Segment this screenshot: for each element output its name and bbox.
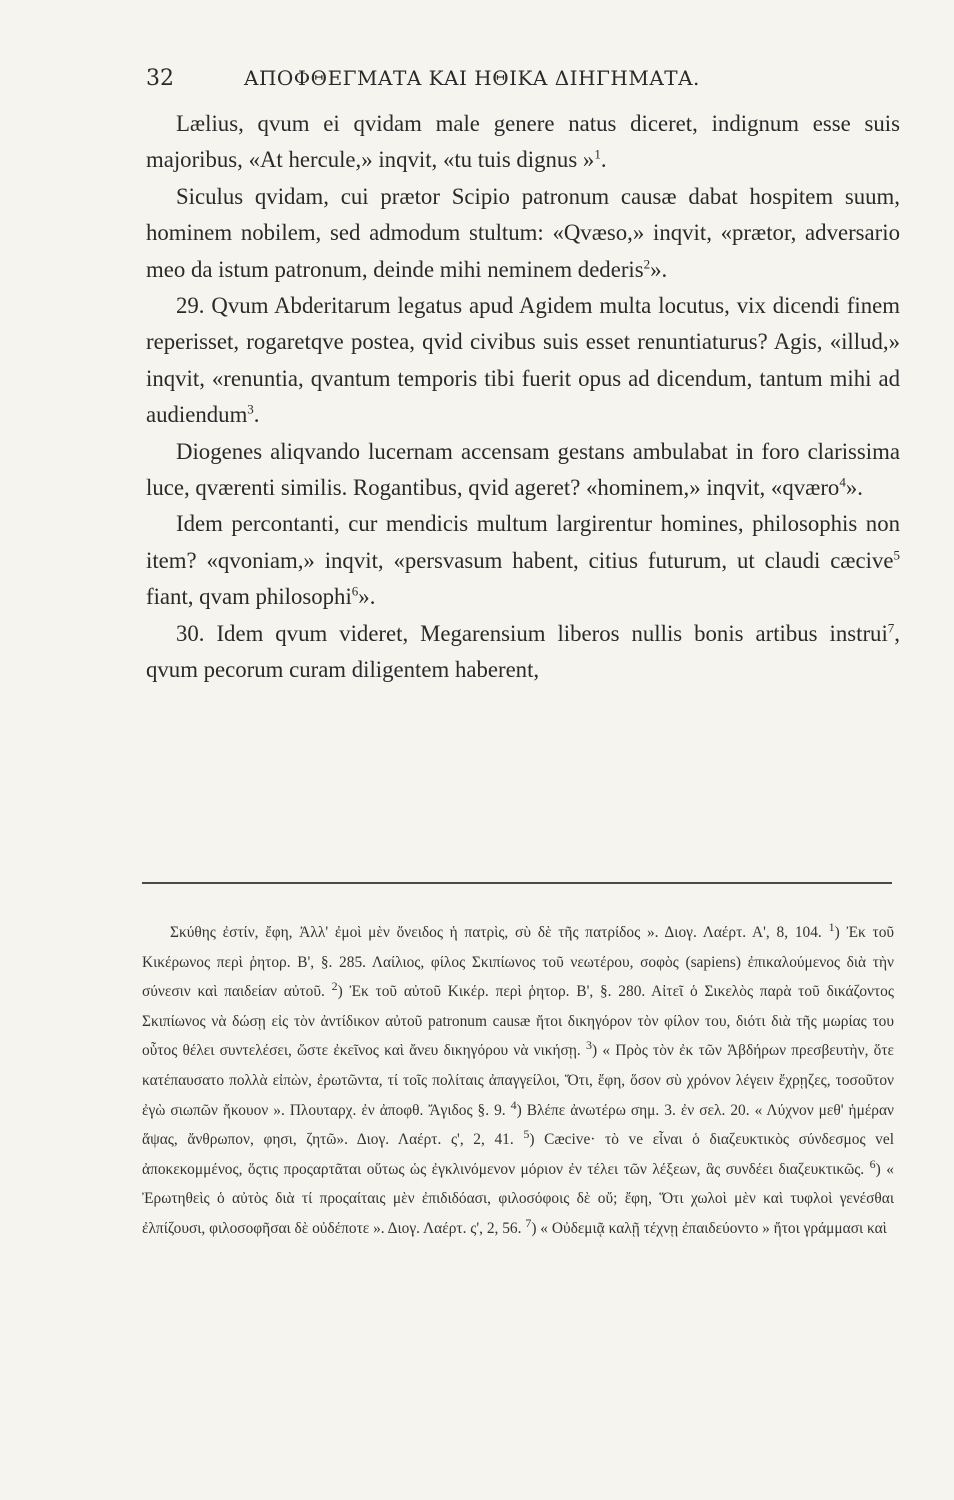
running-title: ΑΠΟΦΘΕΓΜΑΤΑ ΚΑΙ ΗΘΙΚΑ ΔΙΗΓΗΜΑΤΑ. — [244, 66, 700, 90]
footnote-6: « Ἐρωτηθεὶς ὁ αὐτὸς διὰ τί προςαίταις μὲν ἐπιδιδόασι, φιλοσόφοις δὲ οὔ; ἔφη, Ὅτι χωλοὶ μὲν καὶ τυφλοὶ γενέσθαι ἐλπίζουσι, φιλοσοφῆσαι δὲ οὐδέποτε ». Διογ. Λαέρτ. ς', 2, 56. — [142, 1160, 894, 1237]
footnote-number: 3 — [585, 1038, 592, 1053]
footnote-number: 4 — [510, 1097, 517, 1112]
paragraph-diogenes-lamp: Diogenes aliqvando lucernam accensam gestans ambulabat in foro clarissima luce, qværenti similis. Rogantibus, qvid ageret? «hominem,» inqvit, «qværo$^4$». — [146, 438, 900, 501]
footnote-ref: 2 — [643, 256, 651, 272]
footnote-ref: 3 — [247, 401, 254, 417]
page-number: 32 — [146, 66, 174, 91]
footnote-ref: 7 — [887, 620, 895, 636]
footnote-3: « Πρὸς τὸν ἐκ τῶν Ἀβδήρων πρεσβευτὴν, ὅτε κατέπαυσατο πολλὰ εἰπὼν, ἐρωτῶντα, τί τοῖς πολίταις ἀπαγγείλοι, Ὅτι, ἔφη, ὅσον σὺ χρόνον λέγειν ἔχρῃζες, τοσοῦτον ἐγὼ σιωπῶν ἤκουον ». Πλουταρχ. ἐν ἀποφθ. Ἄγιδος §. 9. — [142, 1042, 894, 1119]
footnote-ref: 1 — [594, 146, 601, 162]
footnote-1: Ἐκ τοῦ Κικέρωνος περὶ ῥητορ. Β', §. 285. Λαίλιος, φίλος Σκιπίωνος τοῦ νεωτέρου, σοφὸς (sapiens) ἐπικαλούμενος διὰ τὴν σύνεσιν καὶ παιδείαν αὐτοῦ. — [142, 924, 895, 1001]
footnote-ref: 4 — [839, 474, 846, 490]
footnotes — [142, 918, 894, 1244]
footnote-4: Βλέπε ἀνωτέρω σημ. 3. ἐν σελ. 20. « Λύχνον μεθ' ἡμέραν ἅψας, ἄνθρωπον, φησι, ζητῶ». Διογ. Λαέρτ. ς', 2, 41. — [142, 1101, 894, 1149]
paragraph-30-megarians: 30. Idem qvum videret, Megarensium liberos nullis bonis artibus instrui$^7$, qvum pecorum curam diligentem haberent, — [146, 620, 900, 683]
footnote-number: 6 — [869, 1156, 876, 1171]
footnote-number: 1 — [828, 919, 835, 934]
running-header — [146, 66, 786, 96]
paragraph-siculus: Siculus qvidam, cui prætor Scipio patronum causæ dabat hospitem suum, hominem nobilem, sed admodum stultum: «Qvæso,» inqvit, «prætor, adversario meo da istum patronum, deinde mihi neminem dederis$^2$». — [146, 183, 900, 282]
footnotes-body: Σκύθης ἐστίν, ἔφη, Ἀλλ' ἐμοὶ μὲν ὄνειδος ἡ πατρὶς, σὺ δὲ τῆς πατρίδος ». Διογ. Λαέρτ. Α', 8, 104. $^1$) Ἐκ τοῦ Κικέρωνος περὶ ῥητορ. Β', §. 285. Λαίλιος, φίλος Σκιπίωνος τοῦ νεωτέρου, σοφὸς (sapiens) ἐπικαλούμενος διὰ τὴν σύνεσιν καὶ παιδείαν αὐτοῦ. $^2$) Ἐκ τοῦ αὐτοῦ Κικέρ. περὶ ῥητορ. Β', §. 280. Αἰτεῖ ὁ Σικελὸς παρὰ τοῦ δικάζοντος Σκιπίωνος νὰ δώσῃ εἰς τὸν ἀντίδικον αὐτοῦ patronum causæ ἤτοι δικηγόρον τὸν φίλον του, διότι διὰ τῆς μωρίας του οὗτος θέλει συντελέσει, ὥστε ἐκεῖνος καὶ ἄνευ δικηγόρου νὰ νικήσῃ. $^3$) « Πρὸς τὸν ἐκ τῶν Ἀβδήρων πρεσβευτὴν, ὅτε κατέπαυσατο πολλὰ εἰπὼν, ἐρωτῶντα, τί τοῖς πολίταις ἀπαγγείλοι, Ὅτι, ἔφη, ὅσον σὺ χρόνον λέγειν ἔχρῃζες, τοσοῦτον ἐγὼ σιωπῶν ἤκουον ». Πλουταρχ. ἐν ἀποφθ. Ἄγιδος §. 9. $^4$) Βλέπε ἀνωτέρω σημ. 3. ἐν σελ. 20. « Λύχνον μεθ' ἡμέραν ἅψας, ἄνθρωπον, φησι, ζητῶ». Διογ. Λαέρτ. ς', 2, 41. $^5$) Cæcive· τὸ ve εἶναι ὁ διαζευκτικὸς σύνδεσμος vel ἀποκεκομμένος, ὅςτις προςαρτᾶται οὕτως ὡς ἐγκλινόμενον μόριον ἐν τέλει τῶν λέξεων, ἃς συνδέει διαζευκτικῶς. $^6$) « Ἐρωτηθεὶς ὁ αὐτὸς διὰ τί προςαίταις μὲν ἐπιδιδόασι, φιλοσόφοις δὲ οὔ; ἔφη, Ὅτι χωλοὶ μὲν καὶ τυφλοὶ γενέσθαι ἐλπίζουσι, φιλοσοφῆσαι δὲ οὐδέποτε ». Διογ. Λαέρτ. ς', 2, 56. $^7$) « Οὐδεμιᾷ καλῇ τέχνῃ ἐπαιδεύοντο » ἤτοι γράμμασι καὶ — [142, 919, 895, 1237]
footnote-7: « Οὐδεμιᾷ καλῇ τέχνῃ ἐπαιδεύοντο » ἤτοι γράμμασι καὶ — [540, 1219, 887, 1237]
footnote-ref: 5 — [893, 547, 900, 563]
footnote-number: 2 — [331, 979, 338, 994]
footnote-ref: 6 — [351, 583, 359, 599]
footnote-number: 5 — [523, 1127, 530, 1142]
paragraph-diogenes-beggars: Idem percontanti, cur mendicis multum largirentur homines, philosophis non item? «qvoniam,» inqvit, «persvasum habent, citius futurum, ut claudi cæcive$^5$ fiant, qvam philosophi$^6$». — [146, 511, 900, 610]
footnote-5: Cæcive· τὸ ve εἶναι ὁ διαζευκτικὸς σύνδεσμος vel ἀποκεκομμένος, ὅςτις προςαρτᾶται οὕτως ὡς ἐγκλινόμενον μόριον ἐν τέλει τῶν λέξεων, ἃς συνδέει διαζευκτικῶς. — [142, 1131, 894, 1178]
footnote-number: 7 — [525, 1215, 532, 1230]
main-text — [146, 106, 900, 689]
paragraph-laelius: Lælius, qvum ei qvidam male genere natus diceret, indignum esse suis majoribus, «At hercule,» inqvit, «tu tuis dignus »$^1$. — [146, 111, 900, 173]
footnote-2: Ἐκ τοῦ αὐτοῦ Κικέρ. περὶ ῥητορ. Β', §. 280. Αἰτεῖ ὁ Σικελὸς παρὰ τοῦ δικάζοντος Σκιπίωνος νὰ δώσῃ εἰς τὸν ἀντίδικον αὐτοῦ patronum causæ ἤτοι δικηγόρον τὸν φίλον του, διότι διὰ τῆς μωρίας του οὗτος θέλει συντελέσει, ὥστε ἐκεῖνος καὶ ἄνευ δικηγόρου νὰ νικήσῃ. — [142, 983, 894, 1060]
footnote-separator — [142, 882, 892, 884]
footnote-continuation: Σκύθης ἐστίν, ἔφη, Ἀλλ' ἐμοὶ μὲν ὄνειδος ἡ πατρὶς, σὺ δὲ τῆς πατρίδος ». Διογ. Λαέρτ. Α', 8, 104. — [170, 924, 822, 941]
paragraph-29-agis: 29. Qvum Abderitarum legatus apud Agidem multa locutus, vix dicendi finem reperisset, rogaretqve postea, qvid civibus suis esset renuntiaturus? Agis, «illud,» inqvit, «renuntia, qvantum temporis tibi fuerit opus ad dicendum, tantum mihi ad audiendum$^3$. — [146, 293, 900, 428]
